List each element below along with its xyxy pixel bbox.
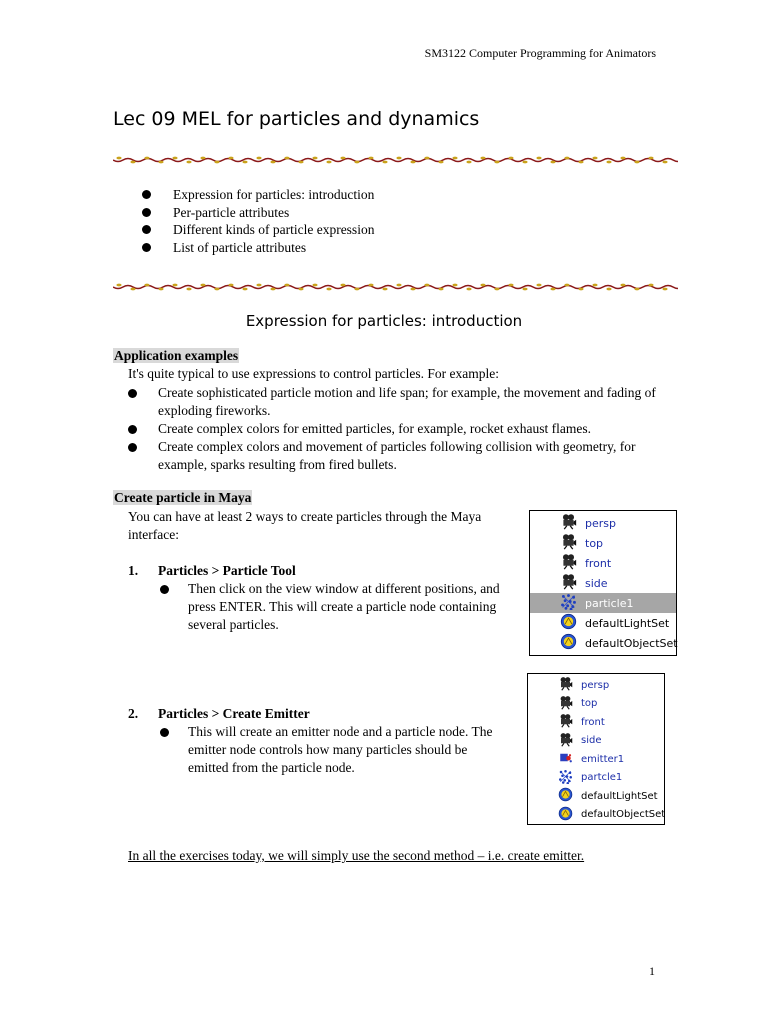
application-heading: Application examples [114, 348, 239, 363]
outliner-panel-2 [527, 673, 665, 825]
closing-note: In all the exercises today, we will simply use the second method – i.e. create emitter. [128, 848, 585, 863]
divider-leaf [466, 161, 471, 164]
application-list [113, 384, 658, 474]
divider-leaf [158, 288, 163, 291]
outliner-item-label: emitter1 [581, 753, 625, 765]
divider-leaf [424, 157, 429, 160]
divider-leaf [480, 157, 485, 160]
divider-leaf [158, 161, 163, 164]
divider-leaf [116, 284, 121, 287]
step-label: Particles > Create Emitter [158, 706, 310, 721]
divider-leaf [606, 161, 611, 164]
divider-leaf [228, 284, 233, 287]
outliner-item-particle1[interactable] [530, 593, 676, 613]
outliner-panel-1 [529, 510, 677, 656]
divider-leaf [550, 288, 555, 291]
divider-leaf [340, 157, 345, 160]
set-icon [558, 806, 573, 824]
divider-leaf [536, 284, 541, 287]
topic-list [140, 186, 374, 256]
divider-leaf [228, 157, 233, 160]
divider-leaf [634, 161, 639, 164]
outliner-item-label: persp [585, 516, 616, 530]
emitter-icon [558, 750, 573, 768]
bullet-icon [128, 425, 137, 434]
divider-leaf [340, 284, 345, 287]
particle-icon [558, 769, 573, 787]
step-number: 1. [128, 563, 139, 578]
application-item: Create complex colors for emitted particles, for example, rocket exhaust flames. [113, 420, 658, 438]
outliner-item-front[interactable] [530, 553, 676, 573]
page-number: 1 [649, 964, 655, 978]
divider-leaf [256, 157, 261, 160]
outliner-item-side[interactable] [530, 573, 676, 593]
outliner-item-top[interactable] [530, 533, 676, 553]
divider-leaf [144, 157, 149, 160]
divider-leaf [326, 288, 331, 291]
divider-leaf [326, 161, 331, 164]
camera-icon [558, 713, 573, 731]
divider-leaf [438, 288, 443, 291]
divider-leaf [242, 288, 247, 291]
divider-leaf [452, 284, 457, 287]
camera-icon [560, 573, 577, 593]
step-detail: Then click on the view window at different positions, and press ENTER. This will create a particle node containing several particles. [188, 580, 510, 634]
divider-leaf [200, 157, 205, 160]
divider-leaf [452, 157, 457, 160]
divider-leaf [480, 284, 485, 287]
outliner-item-emitter1[interactable] [528, 750, 664, 769]
outliner-item-label: partcle1 [581, 772, 623, 784]
camera-icon [558, 676, 573, 694]
set-icon [560, 613, 577, 633]
outliner-item-defaultlightset[interactable] [528, 787, 664, 806]
outliner-item-partcle1[interactable] [528, 769, 664, 788]
outliner-item-label: front [581, 716, 605, 728]
section-title: Expression for particles: introduction [245, 312, 523, 330]
divider-leaf [382, 288, 387, 291]
outliner-item-label: defaultObjectSet [581, 809, 666, 821]
divider-leaf [172, 284, 177, 287]
divider-leaf [312, 157, 317, 160]
outliner-item-front[interactable] [528, 713, 664, 732]
outliner-item-defaultobjectset[interactable] [530, 633, 676, 653]
ornamental-divider-top [113, 155, 678, 165]
camera-icon [558, 732, 573, 750]
bullet-icon [160, 728, 169, 737]
topic-item: Expression for particles: introduction [140, 186, 374, 204]
divider-leaf [578, 288, 583, 291]
divider-leaf [550, 161, 555, 164]
divider-leaf [494, 161, 499, 164]
divider-leaf [368, 157, 373, 160]
bullet-icon [128, 389, 137, 398]
divider-leaf [662, 161, 667, 164]
divider-leaf [522, 161, 527, 164]
outliner-item-persp[interactable] [528, 676, 664, 695]
course-header: SM3122 Computer Programming for Animators [424, 46, 656, 60]
divider-leaf [312, 284, 317, 287]
divider-leaf [116, 157, 121, 160]
ornamental-divider-bottom [113, 282, 678, 292]
outliner-item-top[interactable] [528, 695, 664, 714]
outliner-item-side[interactable] [528, 732, 664, 751]
divider-leaf [396, 284, 401, 287]
divider-leaf [606, 288, 611, 291]
outliner-item-label: side [585, 576, 608, 590]
outliner-item-label: top [585, 536, 604, 550]
divider-leaf [494, 288, 499, 291]
page-title: Lec 09 MEL for particles and dynamics [113, 108, 480, 130]
create-intro: You can have at least 2 ways to create particles through the Maya interface: [128, 509, 482, 542]
divider-leaf [620, 284, 625, 287]
divider-leaf [368, 284, 373, 287]
divider-leaf [256, 284, 261, 287]
divider-leaf [648, 157, 653, 160]
divider-leaf [522, 288, 527, 291]
create-heading: Create particle in Maya [114, 490, 252, 505]
divider-leaf [298, 161, 303, 164]
divider-leaf [620, 157, 625, 160]
divider-leaf [186, 161, 191, 164]
particle-icon [560, 593, 577, 613]
divider-leaf [634, 288, 639, 291]
divider-leaf [270, 288, 275, 291]
outliner-item-label: front [585, 556, 612, 570]
outliner-item-defaultlightset[interactable] [530, 613, 676, 633]
outliner-item-label: defaultLightSet [581, 790, 658, 802]
divider-leaf [144, 284, 149, 287]
bullet-icon [142, 208, 151, 217]
divider-leaf [214, 288, 219, 291]
divider-leaf [214, 161, 219, 164]
divider-leaf [410, 288, 415, 291]
step-detail: This will create an emitter node and a particle node. The emitter node controls how many particles should be emitted from the particle node. [188, 723, 510, 777]
divider-leaf [186, 288, 191, 291]
divider-leaf [354, 161, 359, 164]
camera-icon [560, 513, 577, 533]
divider-leaf [354, 288, 359, 291]
divider-leaf [298, 288, 303, 291]
outliner-item-defaultobjectset[interactable] [528, 806, 664, 825]
divider-leaf [466, 288, 471, 291]
camera-icon [558, 695, 573, 713]
set-icon [560, 633, 577, 653]
outliner-item-label: side [581, 735, 602, 747]
divider-leaf [284, 284, 289, 287]
divider-leaf [438, 161, 443, 164]
bullet-icon [142, 225, 151, 234]
divider-leaf [410, 161, 415, 164]
divider-leaf [424, 284, 429, 287]
divider-leaf [172, 157, 177, 160]
divider-leaf [564, 157, 569, 160]
bullet-icon [142, 190, 151, 199]
divider-leaf [382, 161, 387, 164]
application-item: Create complex colors and movement of particles following collision with geometry, for example, sparks resulting from fired bullets. [113, 438, 658, 474]
divider-leaf [284, 157, 289, 160]
set-icon [558, 787, 573, 805]
topic-item: List of particle attributes [140, 239, 374, 257]
divider-leaf [270, 161, 275, 164]
divider-leaf [536, 157, 541, 160]
outliner-item-label: top [581, 698, 598, 710]
outliner-item-label: defaultObjectSet [585, 636, 678, 650]
bullet-icon [128, 443, 137, 452]
divider-leaf [662, 288, 667, 291]
divider-leaf [130, 161, 135, 164]
divider-leaf [592, 284, 597, 287]
camera-icon [560, 533, 577, 553]
divider-leaf [648, 284, 653, 287]
divider-leaf [578, 161, 583, 164]
camera-icon [560, 553, 577, 573]
outliner-item-label: defaultLightSet [585, 616, 670, 630]
divider-leaf [130, 288, 135, 291]
bullet-icon [160, 585, 169, 594]
outliner-item-label: particle1 [585, 596, 634, 610]
divider-leaf [200, 284, 205, 287]
outliner-item-label: persp [581, 679, 610, 691]
bullet-icon [142, 243, 151, 252]
divider-leaf [508, 284, 513, 287]
step-label: Particles > Particle Tool [158, 563, 296, 578]
divider-leaf [242, 161, 247, 164]
divider-leaf [564, 284, 569, 287]
divider-leaf [396, 157, 401, 160]
outliner-item-persp[interactable] [530, 513, 676, 533]
divider-leaf [592, 157, 597, 160]
step-number: 2. [128, 706, 139, 721]
topic-item: Per-particle attributes [140, 204, 374, 222]
application-item: Create sophisticated particle motion and life span; for example, the movement and fading of exploding fireworks. [113, 384, 658, 420]
divider-leaf [508, 157, 513, 160]
topic-item: Different kinds of particle expression [140, 221, 374, 239]
application-intro: It's quite typical to use expressions to control particles. For example: [128, 366, 499, 381]
